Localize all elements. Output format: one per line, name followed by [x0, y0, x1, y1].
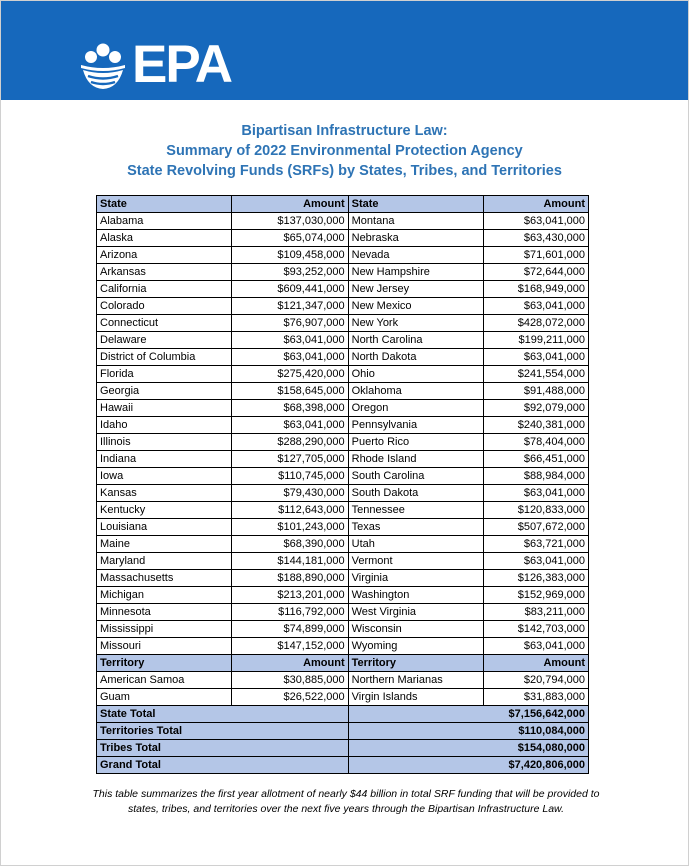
amount-cell: $63,041,000 [483, 638, 588, 655]
table-row [97, 638, 589, 655]
name-cell: North Dakota [348, 349, 483, 366]
name-cell: Florida [97, 366, 232, 383]
table-row [97, 570, 589, 587]
name-cell: Colorado [97, 298, 232, 315]
total-row [97, 723, 589, 740]
name-cell: Oregon [348, 400, 483, 417]
amount-cell: $63,430,000 [483, 230, 588, 247]
table-row [97, 502, 589, 519]
column-header: Amount [483, 655, 588, 672]
total-row [97, 757, 589, 774]
total-label: Grand Total [97, 757, 349, 774]
table-row [97, 519, 589, 536]
name-cell: Maine [97, 536, 232, 553]
amount-cell: $240,381,000 [483, 417, 588, 434]
name-cell: Rhode Island [348, 451, 483, 468]
total-amount: $7,420,806,000 [348, 757, 588, 774]
name-cell: Kansas [97, 485, 232, 502]
amount-cell: $101,243,000 [232, 519, 348, 536]
amount-cell: $121,347,000 [232, 298, 348, 315]
name-cell: California [97, 281, 232, 298]
amount-cell: $63,041,000 [483, 298, 588, 315]
table-row [97, 213, 589, 230]
name-cell: Massachusetts [97, 570, 232, 587]
table-row [97, 621, 589, 638]
name-cell: Hawaii [97, 400, 232, 417]
name-cell: Mississippi [97, 621, 232, 638]
amount-cell: $137,030,000 [232, 213, 348, 230]
amount-cell: $93,252,000 [232, 264, 348, 281]
amount-cell: $30,885,000 [232, 672, 348, 689]
amount-cell: $63,041,000 [232, 349, 348, 366]
name-cell: South Dakota [348, 485, 483, 502]
total-label: State Total [97, 706, 349, 723]
amount-cell: $63,041,000 [483, 213, 588, 230]
name-cell: Georgia [97, 383, 232, 400]
name-cell: Oklahoma [348, 383, 483, 400]
name-cell: New Hampshire [348, 264, 483, 281]
name-cell: Tennessee [348, 502, 483, 519]
amount-cell: $275,420,000 [232, 366, 348, 383]
name-cell: Puerto Rico [348, 434, 483, 451]
name-cell: Nebraska [348, 230, 483, 247]
name-cell: Vermont [348, 553, 483, 570]
amount-cell: $188,890,000 [232, 570, 348, 587]
name-cell: Illinois [97, 434, 232, 451]
column-header: Territory [97, 655, 232, 672]
amount-cell: $68,398,000 [232, 400, 348, 417]
table-row [97, 468, 589, 485]
name-cell: Washington [348, 587, 483, 604]
amount-cell: $507,672,000 [483, 519, 588, 536]
amount-cell: $92,079,000 [483, 400, 588, 417]
table-row [97, 349, 589, 366]
amount-cell: $241,554,000 [483, 366, 588, 383]
amount-cell: $126,383,000 [483, 570, 588, 587]
table-row [97, 536, 589, 553]
name-cell: Arizona [97, 247, 232, 264]
amount-cell: $74,899,000 [232, 621, 348, 638]
table-row [97, 400, 589, 417]
name-cell: District of Columbia [97, 349, 232, 366]
amount-cell: $213,201,000 [232, 587, 348, 604]
name-cell: Delaware [97, 332, 232, 349]
amount-cell: $199,211,000 [483, 332, 588, 349]
total-amount: $7,156,642,000 [348, 706, 588, 723]
amount-cell: $109,458,000 [232, 247, 348, 264]
amount-cell: $66,451,000 [483, 451, 588, 468]
title-line: Bipartisan Infrastructure Law: [241, 123, 448, 139]
amount-cell: $609,441,000 [232, 281, 348, 298]
table-row [97, 689, 589, 706]
srf-allotment-table [96, 195, 589, 774]
table-header-row [97, 196, 589, 213]
amount-cell: $158,645,000 [232, 383, 348, 400]
name-cell: Wisconsin [348, 621, 483, 638]
amount-cell: $63,041,000 [232, 417, 348, 434]
name-cell: Nevada [348, 247, 483, 264]
amount-cell: $144,181,000 [232, 553, 348, 570]
name-cell: Louisiana [97, 519, 232, 536]
amount-cell: $288,290,000 [232, 434, 348, 451]
total-row [97, 706, 589, 723]
table-row [97, 230, 589, 247]
table-row [97, 587, 589, 604]
name-cell: Michigan [97, 587, 232, 604]
table-header-row [97, 655, 589, 672]
amount-cell: $79,430,000 [232, 485, 348, 502]
amount-cell: $65,074,000 [232, 230, 348, 247]
name-cell: New Mexico [348, 298, 483, 315]
table-row [97, 332, 589, 349]
amount-cell: $428,072,000 [483, 315, 588, 332]
amount-cell: $63,721,000 [483, 536, 588, 553]
name-cell: Idaho [97, 417, 232, 434]
total-amount: $154,080,000 [348, 740, 588, 757]
name-cell: New Jersey [348, 281, 483, 298]
total-label: Tribes Total [97, 740, 349, 757]
amount-cell: $116,792,000 [232, 604, 348, 621]
name-cell: Texas [348, 519, 483, 536]
name-cell: Iowa [97, 468, 232, 485]
amount-cell: $88,984,000 [483, 468, 588, 485]
table-row [97, 434, 589, 451]
table-row [97, 604, 589, 621]
total-row [97, 740, 589, 757]
table-row [97, 247, 589, 264]
title-line: State Revolving Funds (SRFs) by States, Tribes, and Territories [127, 163, 562, 179]
header-banner [1, 1, 688, 100]
column-header: State [97, 196, 232, 213]
name-cell: Alabama [97, 213, 232, 230]
name-cell: West Virginia [348, 604, 483, 621]
footnote: This table summarizes the first year allotment of nearly $44 billion in total SRF funding that will be provided to states, tribes, and territories over the next five years through the Bipartisan Infrastructure Law. [92, 788, 600, 815]
amount-cell: $76,907,000 [232, 315, 348, 332]
name-cell: Pennsylvania [348, 417, 483, 434]
name-cell: Minnesota [97, 604, 232, 621]
table-row [97, 281, 589, 298]
name-cell: Maryland [97, 553, 232, 570]
name-cell: Virgin Islands [348, 689, 483, 706]
table-row [97, 553, 589, 570]
column-header: Amount [483, 196, 588, 213]
amount-cell: $112,643,000 [232, 502, 348, 519]
column-header: State [348, 196, 483, 213]
table-row [97, 451, 589, 468]
name-cell: Connecticut [97, 315, 232, 332]
epa-flower-icon [76, 38, 130, 92]
name-cell: Ohio [348, 366, 483, 383]
amount-cell: $63,041,000 [483, 349, 588, 366]
amount-cell: $127,705,000 [232, 451, 348, 468]
name-cell: Montana [348, 213, 483, 230]
epa-logo[interactable] [76, 37, 231, 93]
amount-cell: $91,488,000 [483, 383, 588, 400]
amount-cell: $78,404,000 [483, 434, 588, 451]
column-header: Territory [348, 655, 483, 672]
name-cell: Arkansas [97, 264, 232, 281]
name-cell: Virginia [348, 570, 483, 587]
amount-cell: $142,703,000 [483, 621, 588, 638]
name-cell: Wyoming [348, 638, 483, 655]
name-cell: Alaska [97, 230, 232, 247]
table-row [97, 366, 589, 383]
amount-cell: $68,390,000 [232, 536, 348, 553]
amount-cell: $110,745,000 [232, 468, 348, 485]
table-row [97, 383, 589, 400]
name-cell: Kentucky [97, 502, 232, 519]
amount-cell: $26,522,000 [232, 689, 348, 706]
name-cell: Missouri [97, 638, 232, 655]
column-header: Amount [232, 196, 348, 213]
amount-cell: $120,833,000 [483, 502, 588, 519]
name-cell: Northern Marianas [348, 672, 483, 689]
name-cell: South Carolina [348, 468, 483, 485]
amount-cell: $63,041,000 [232, 332, 348, 349]
name-cell: North Carolina [348, 332, 483, 349]
amount-cell: $71,601,000 [483, 247, 588, 264]
amount-cell: $152,969,000 [483, 587, 588, 604]
amount-cell: $168,949,000 [483, 281, 588, 298]
name-cell: New York [348, 315, 483, 332]
column-header: Amount [232, 655, 348, 672]
amount-cell: $63,041,000 [483, 485, 588, 502]
amount-cell: $20,794,000 [483, 672, 588, 689]
table-row [97, 315, 589, 332]
table-row [97, 485, 589, 502]
table-row [97, 672, 589, 689]
amount-cell: $147,152,000 [232, 638, 348, 655]
table-row [97, 417, 589, 434]
name-cell: Indiana [97, 451, 232, 468]
epa-logo-text: EPA [132, 35, 232, 94]
amount-cell: $83,211,000 [483, 604, 588, 621]
amount-cell: $31,883,000 [483, 689, 588, 706]
name-cell: Utah [348, 536, 483, 553]
total-amount: $110,084,000 [348, 723, 588, 740]
document-title [0, 121, 689, 181]
name-cell: American Samoa [97, 672, 232, 689]
table-body [97, 196, 589, 774]
name-cell: Guam [97, 689, 232, 706]
amount-cell: $72,644,000 [483, 264, 588, 281]
total-label: Territories Total [97, 723, 349, 740]
table-row [97, 298, 589, 315]
title-line: Summary of 2022 Environmental Protection Agency [166, 143, 523, 159]
amount-cell: $63,041,000 [483, 553, 588, 570]
table-row [97, 264, 589, 281]
